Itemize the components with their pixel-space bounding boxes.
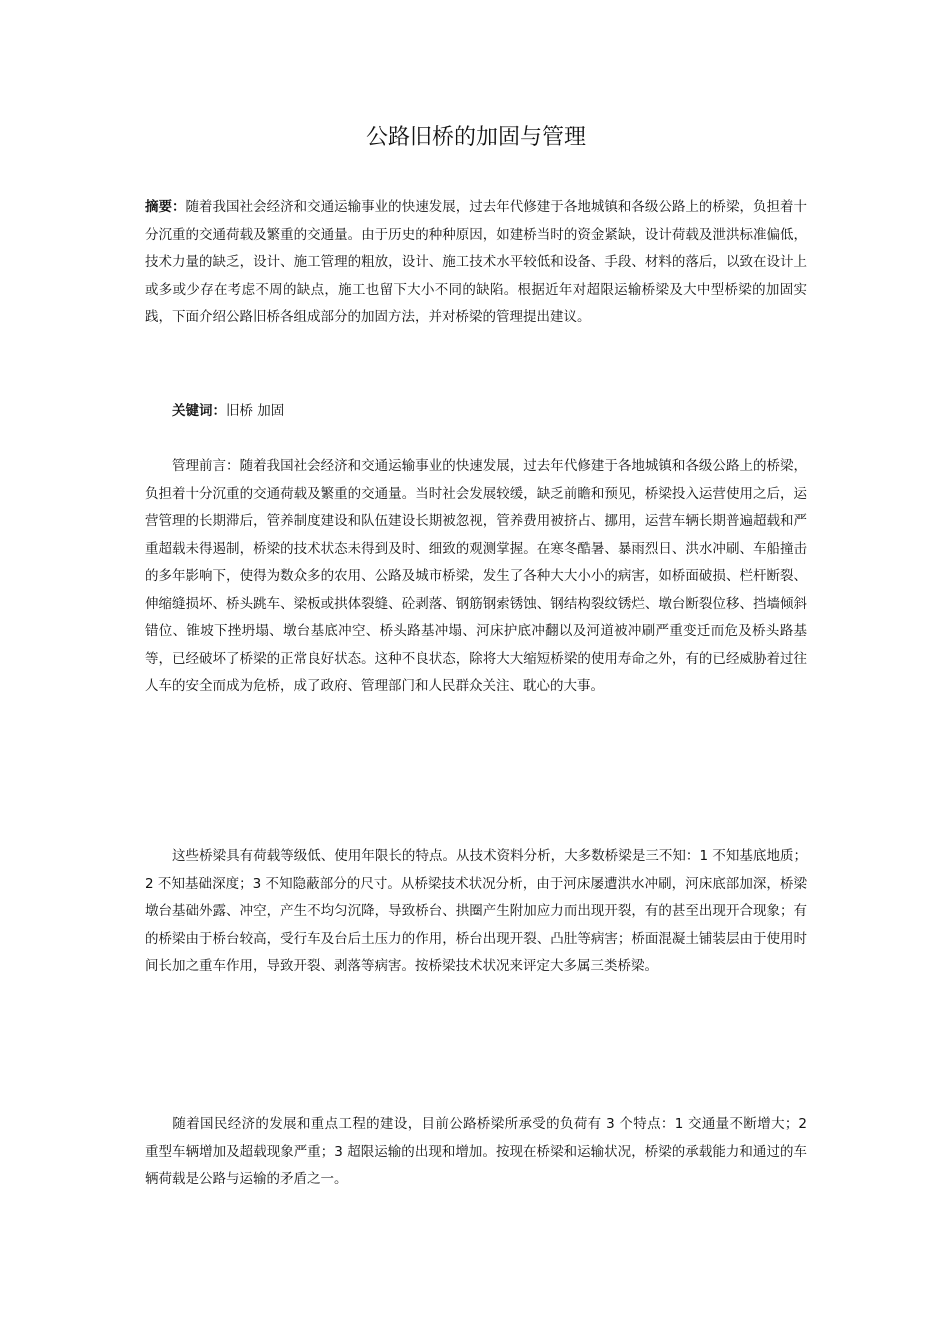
features-text: 这些桥梁具有荷载等级低、使用年限长的特点。从技术资料分析，大多数桥梁是三不知：1 不知基底地质；2 不知基础深度；3 不知隐蔽部分的尺寸。从桥梁技术状况分析，由于河床屡遭洪水冲刷，河床底部加深，桥梁墩台基础外露、冲空，产生不均匀沉降，导致桥台、拱圈产生附加应力而出现开裂，有的甚至出现开合现象；有的桥梁由于桥台较高，受行车及台后土压力的作用，桥台出现开裂、凸肚等病害；桥面混凝土铺装层由于使用时间长加之重车作用，导致开裂、剥落等病害。按桥梁技术状况来评定大多属三类桥梁。: [145, 848, 807, 974]
keywords-text: 旧桥 加固: [226, 403, 285, 419]
load-text: 随着国民经济的发展和重点工程的建设，目前公路桥梁所承受的负荷有 3 个特点：1 交通量不断增大；2 重型车辆增加及超载现象严重；3 超限运输的出现和增加。按现在桥梁和运输状况，桥梁的承载能力和通过的车辆荷载是公路与运输的矛盾之一。: [145, 1116, 807, 1187]
abstract-text: 随着我国社会经济和交通运输事业的快速发展，过去年代修建于各地城镇和各级公路上的桥梁，负担着十分沉重的交通荷载及繁重的交通量。由于历史的种种原因，如建桥当时的资金紧缺，设计荷载及泄洪标准偏低，技术力量的缺乏，设计、施工管理的粗放，设计、施工技术水平较低和设备、手段、材料的落后，以致在设计上或多或少存在考虑不周的缺点，施工也留下大小不同的缺陷。根据近年对超限运输桥梁及大中型桥梁的加固实践，下面介绍公路旧桥各组成部分的加固方法，并对桥梁的管理提出建议。: [145, 199, 807, 325]
abstract-paragraph: [145, 194, 807, 332]
intro-text: 管理前言：随着我国社会经济和交通运输事业的快速发展，过去年代修建于各地城镇和各级公路上的桥梁，负担着十分沉重的交通荷载及繁重的交通量。当时社会发展较缓，缺乏前瞻和预见，桥梁投入运营使用之后，运营管理的长期滞后，管养制度建设和队伍建设长期被忽视，管养费用被挤占、挪用，运营车辆长期普遍超载和严重超载未得遏制，桥梁的技术状态未得到及时、细致的观测掌握。在寒冬酷暑、暴雨烈日、洪水冲刷、车船撞击的多年影响下，使得为数众多的农用、公路及城市桥梁，发生了各种大大小小的病害，如桥面破损、栏杆断裂、伸缩缝损坏、桥头跳车、梁板或拱体裂缝、砼剥落、钢筋钢索锈蚀、钢结构裂纹锈烂、墩台断裂位移、挡墙倾斜错位、锥坡下挫坍塌、墩台基底冲空、桥头路基冲塌、河床护底冲翻以及河道被冲刷严重变迁而危及桥头路基等，已经破坏了桥梁的正常良好状态。这种不良状态，除将大大缩短桥梁的使用寿命之外，有的已经威胁着过往人车的安全而成为危桥，成了政府、管理部门和人民群众关注、耽心的大事。: [145, 458, 807, 694]
features-paragraph: [145, 843, 807, 981]
intro-paragraph: [145, 453, 807, 701]
keywords-label: 关键词：: [172, 403, 226, 419]
load-paragraph: [145, 1111, 807, 1194]
abstract-label: 摘要：: [145, 199, 186, 215]
keywords-paragraph: [145, 398, 807, 426]
document-title: 公路旧桥的加固与管理: [365, 125, 586, 150]
